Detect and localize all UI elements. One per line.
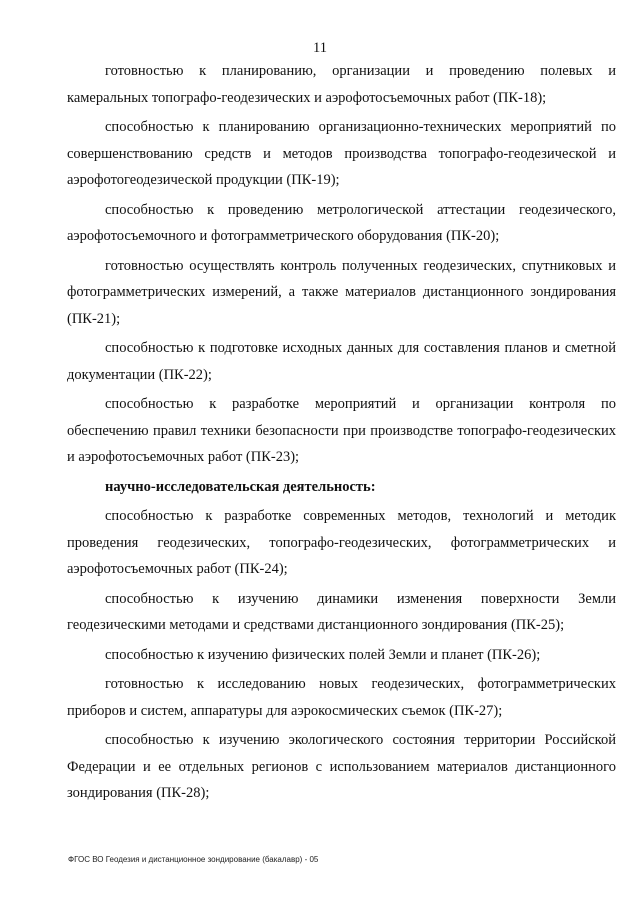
section-heading: научно-исследовательская деятельность: xyxy=(105,478,376,495)
paragraph-pk-26: способностью к изучению физических полей Земли и планет (ПК-26); xyxy=(105,646,541,663)
paragraph-pk-20: способностью к проведению метрологической аттестации геодезического, аэрофотосъемочного и фотограмметрического оборудования (ПК-20); xyxy=(67,201,616,244)
paragraph-pk-19: способностью к планированию организационно-технических мероприятий по совершенствованию средств и методов производства топографо-геодезической и аэрофотогеодезической продукции (ПК-19); xyxy=(67,119,616,188)
paragraph-pk-18: готовностью к планированию, организации и проведению полевых и камеральных топографо-геодезических и аэрофотосъемочных работ (ПК-18); xyxy=(67,63,616,106)
paragraph-pk-21: готовностью осуществлять контроль полученных геодезических, спутниковых и фотограмметрических измерений, а также материалов дистанционного зондирования (ПК-21); xyxy=(67,257,616,327)
paragraph-pk-27: готовностью к исследованию новых геодезических, фотограмметрических приборов и систем, аппаратуры для аэрокосмических съемок (ПК-27); xyxy=(67,676,616,719)
document-body xyxy=(67,58,616,810)
paragraph-pk-28: способностью к изучению экологического состояния территории Российской Федерации и ее отдельных регионов с использованием материалов дистанционного зондирования (ПК-28); xyxy=(67,732,616,801)
paragraph-pk-22: способностью к подготовке исходных данных для составления планов и сметной документации (ПК-22); xyxy=(67,340,616,383)
document-footer: ФГОС ВО Геодезия и дистанционное зондирование (бакалавр) - 05 xyxy=(68,855,319,864)
paragraph-pk-25: способностью к изучению динамики изменения поверхности Земли геодезическими методами и средствами дистанционного зондирования (ПК-25); xyxy=(67,590,616,633)
page-number: 11 xyxy=(313,40,327,56)
paragraph-pk-23: способностью к разработке мероприятий и организации контроля по обеспечению правил техники безопасности при производстве топографо-геодезических и аэрофотосъемочных работ (ПК-23); xyxy=(67,396,616,465)
paragraph-pk-24: способностью к разработке современных методов, технологий и методик проведения геодезических, топографо-геодезических, фотограмметрических и аэрофотосъемочных работ (ПК-24); xyxy=(67,508,616,577)
